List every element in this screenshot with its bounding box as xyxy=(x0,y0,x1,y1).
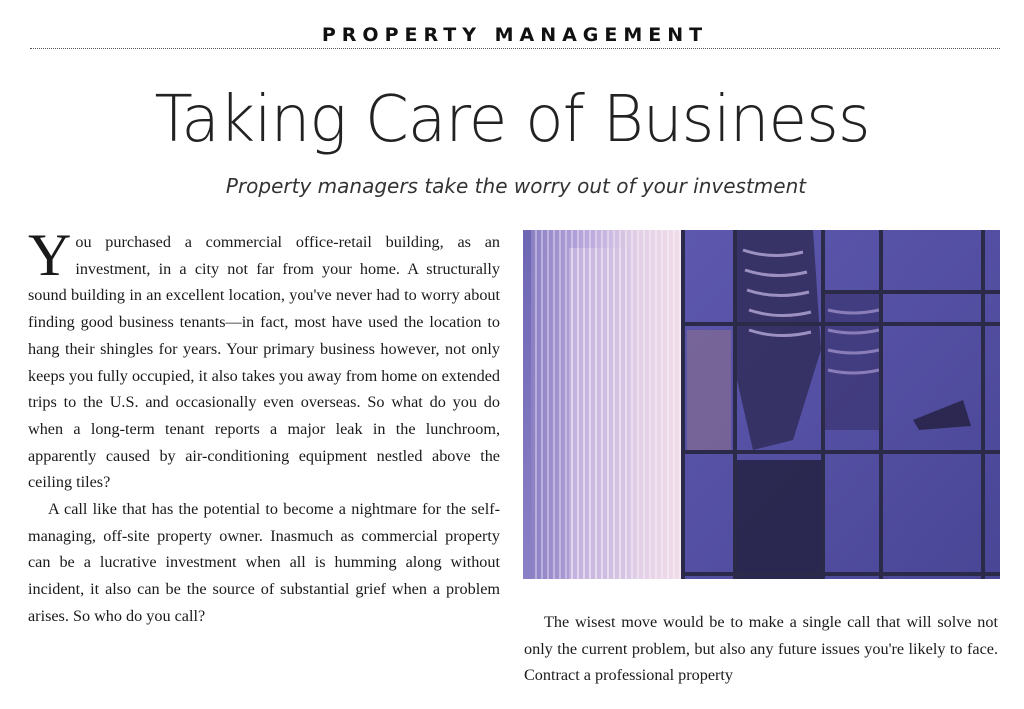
article-column-right xyxy=(524,609,998,689)
building-photo-illustration xyxy=(523,230,1000,579)
article-paragraph-3: The wisest move would be to make a single call that will solve not only the current problem, but also any future issues you're likely to face. Contract a professional property xyxy=(524,613,998,685)
article-column-left xyxy=(28,222,500,630)
header-rule xyxy=(30,48,1000,49)
headline: Taking Care of Business xyxy=(154,83,870,157)
subhead: Property managers take the worry out of your investment xyxy=(225,174,807,198)
article-paragraph-2: A call like that has the potential to become a nightmare for the self-managing, off-site property owner. Inasmuch as commercial property can be a lucrative investment when all is humming along without incident, it also can be the source of substantial grief when a problem arises. So who do you call? xyxy=(28,500,500,625)
drop-cap: Y xyxy=(28,222,72,288)
article-paragraph-1 xyxy=(28,222,500,496)
building-photo xyxy=(523,230,1000,579)
section-header: PROPERTY MANAGEMENT xyxy=(321,24,709,46)
paragraph-1-text: ou purchased a commercial office-retail building, as an investment, in a city not far from your home. A structurally sound building in an excellent location, you've never had to worry about finding good business tenants—in fact, most have used the location to hang their shingles for years. Your primary business however, not only keeps you fully occupied, it also takes you away from home on extended trips to the U.S. and occasionally even overseas. So what do you do when a long-term tenant reports a major leak in the lunchroom, apparently caused by air-conditioning equipment nestled above the ceiling tiles? xyxy=(28,233,500,492)
